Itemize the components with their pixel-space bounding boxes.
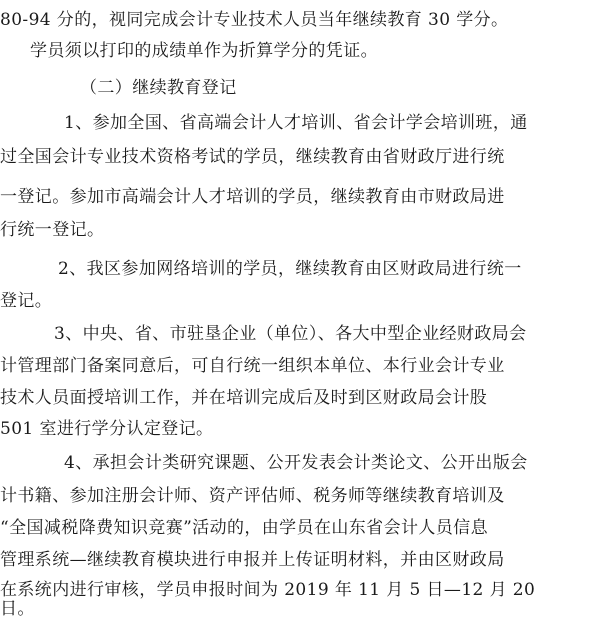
- text-line-17: 管理系统—继续教育模块进行申报并上传证明材料，并由区财政局: [0, 550, 505, 570]
- text-line-13: 501 室进行学分认定登记。: [0, 419, 214, 439]
- text-line-11: 计管理部门备案同意后，可自行统一组织本单位、本行业会计专业: [0, 356, 505, 376]
- text-line-6: 一登记。参加市高端会计人才培训的学员，继续教育由市财政局进: [0, 187, 505, 207]
- text-line-5: 过全国会计专业技术资格考试的学员，继续教育由省财政厅进行统: [0, 147, 505, 167]
- text-line-8: 2、我区参加网络培训的学员，继续教育由区财政局进行统一: [58, 259, 522, 279]
- text-line-19: 日。: [0, 599, 35, 619]
- text-line-14: 4、承担会计类研究课题、公开发表会计类论文、公开出版会: [64, 453, 528, 473]
- text-line-18: 在系统内进行审核，学员申报时间为 2019 年 11 月 5 日—12 月 20: [0, 580, 536, 600]
- text-line-9: 登记。: [0, 291, 53, 311]
- section-heading: （二）继续教育登记: [80, 78, 237, 98]
- text-line-16: “全国减税降费知识竞赛”活动的，由学员在山东省会计人员信息: [0, 518, 488, 538]
- text-line-4: 1、参加全国、省高端会计人才培训、省会计学会培训班，通: [64, 113, 528, 133]
- text-line-10: 3、中央、省、市驻垦企业（单位）、各大中型企业经财政局会: [54, 324, 527, 344]
- text-line-7: 行统一登记。: [0, 220, 105, 240]
- text-line-2: 学员须以打印的成绩单作为折算学分的凭证。: [30, 41, 378, 61]
- text-line-1: 80-94 分的，视同完成会计专业技术人员当年继续教育 30 学分。: [0, 10, 509, 30]
- text-line-15: 计书籍、参加注册会计师、资产评估师、税务师等继续教育培训及: [0, 486, 505, 506]
- text-line-12: 技术人员面授培训工作，并在培训完成后及时到区财政局会计股: [0, 388, 488, 408]
